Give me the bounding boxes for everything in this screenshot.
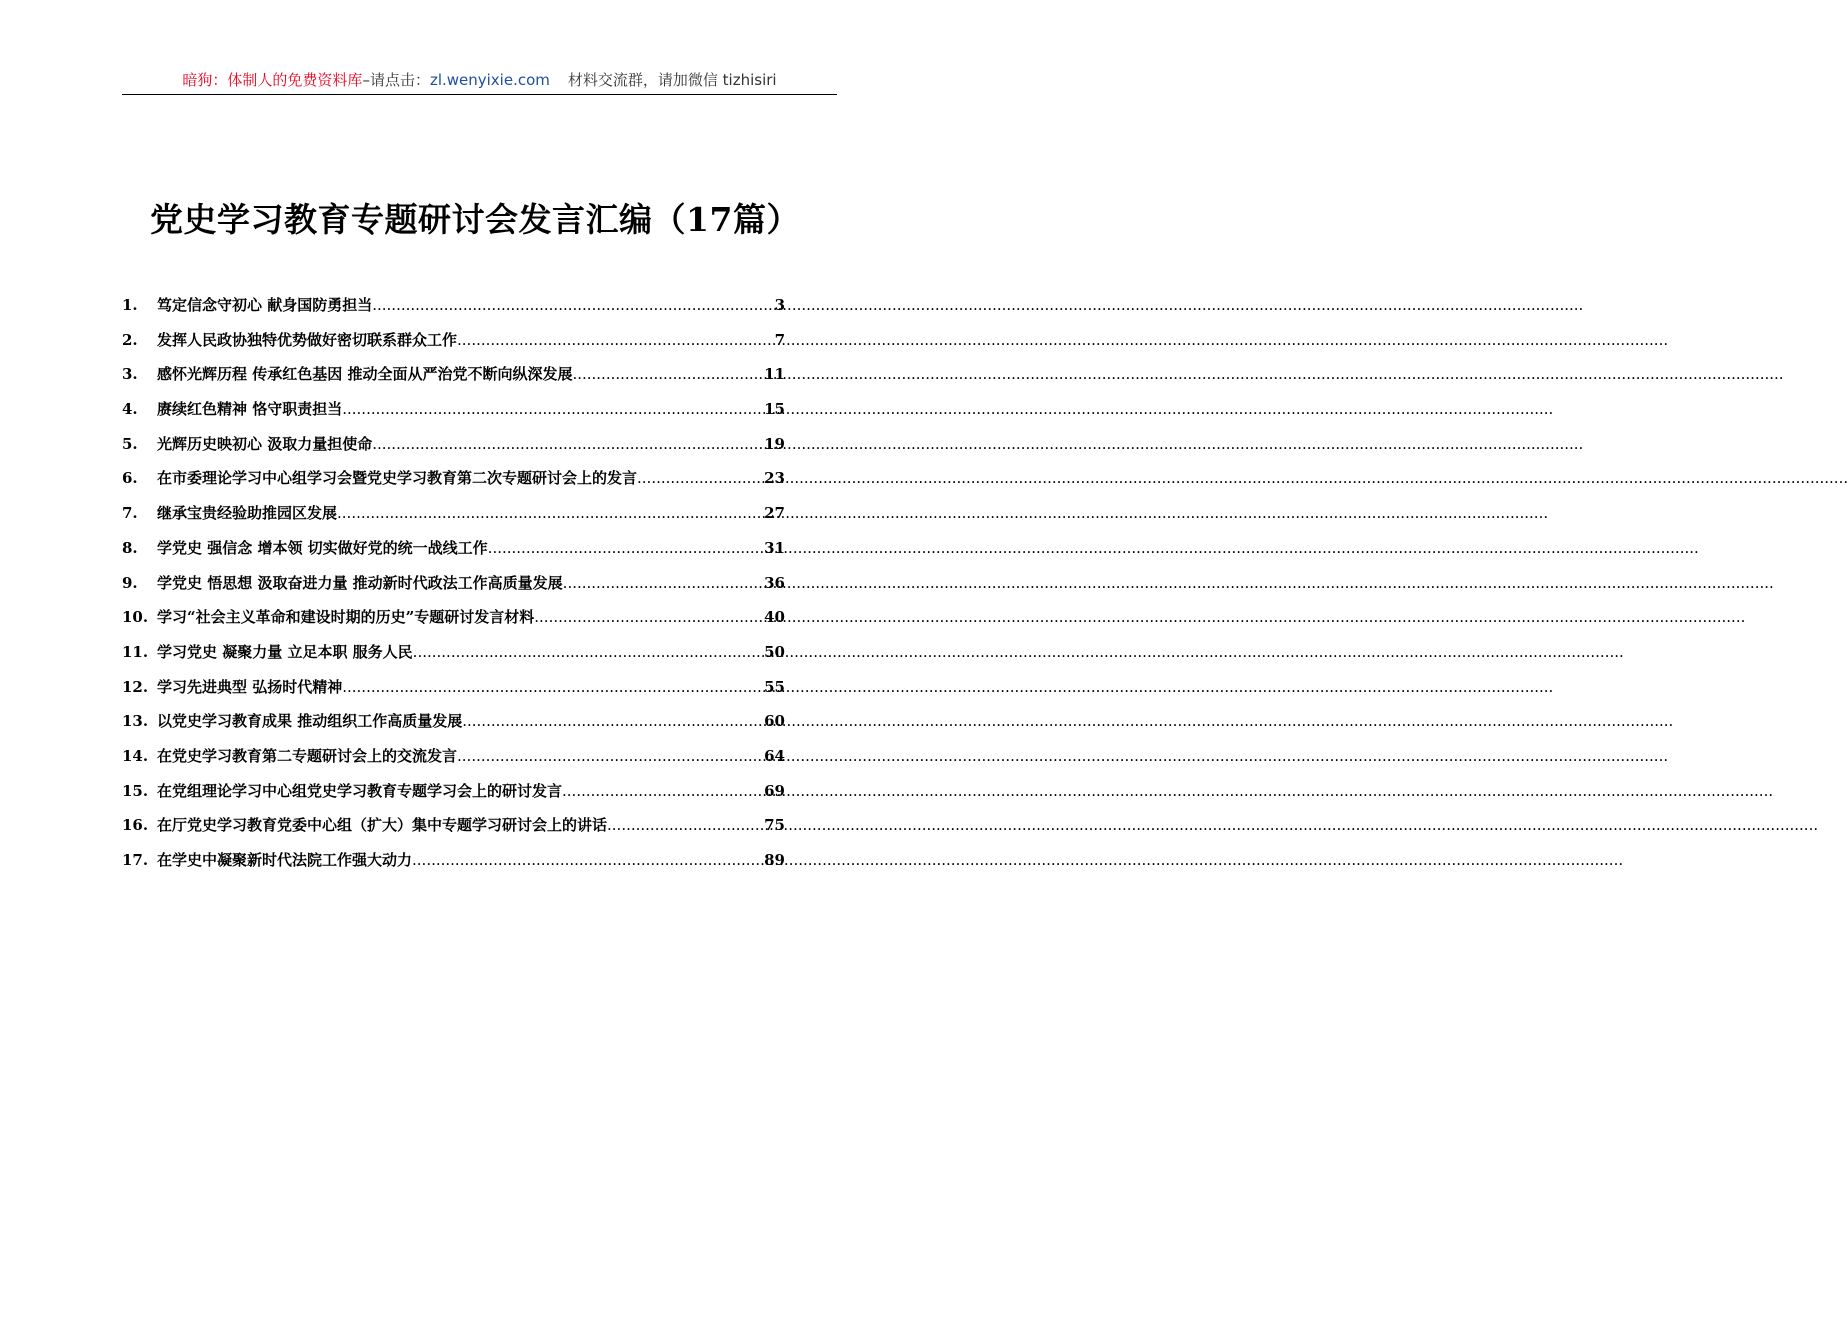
toc-dot-leader: [462, 712, 764, 730]
toc-dot-leader: [457, 747, 764, 765]
toc-entry[interactable]: [122, 502, 785, 537]
toc-dot-leader: [342, 678, 764, 696]
toc-entry[interactable]: [122, 849, 785, 884]
toc-entry-number: 16.: [122, 816, 149, 835]
toc-dot-leader: [372, 435, 764, 453]
toc-entry-page: 60: [764, 712, 785, 731]
toc-dot-leader: [562, 782, 764, 800]
toc-dot-leader: [337, 504, 764, 522]
toc-entry-title: 继承宝贵经验助推园区发展: [157, 504, 338, 523]
toc-entry-number: 14.: [122, 746, 149, 765]
toc-entry-page: 69: [764, 781, 785, 800]
toc-dot-leader: [488, 539, 764, 557]
toc-entry-title: 感怀光辉历程 传承红色基因 推动全面从严治党不断向纵深发展: [157, 365, 573, 384]
toc-dot-leader: [342, 400, 764, 418]
toc-entry[interactable]: [122, 606, 785, 641]
toc-entry[interactable]: [122, 363, 785, 398]
toc-entry-title: 以党史学习教育成果 推动组织工作高质量发展: [157, 712, 463, 731]
toc-entry-number: 17.: [122, 851, 149, 869]
toc-entry-number: 8.: [122, 538, 138, 557]
toc-dot-leader: [563, 574, 764, 592]
toc-entry-title: 学习先进典型 弘扬时代精神: [157, 677, 343, 696]
toc-entry-page: 7: [774, 330, 785, 349]
toc-entry-number: 7.: [122, 504, 138, 523]
toc-entry[interactable]: [122, 294, 785, 329]
toc-entry-page: 11: [764, 365, 785, 384]
toc-entry-number: 9.: [122, 573, 138, 592]
table-of-contents: [122, 294, 785, 884]
toc-dot-leader: [413, 643, 764, 661]
toc-entry-title: 在党组理论学习中心组党史学习教育专题学习会上的研讨发言: [157, 781, 563, 800]
toc-entry-number: 12.: [122, 677, 149, 696]
header-prompt: –请点击：: [362, 71, 430, 89]
toc-entry-title: 在党史学习教育第二专题研讨会上的交流发言: [157, 746, 458, 765]
toc-dot-leader: [572, 365, 764, 383]
toc-entry-number: 5.: [122, 434, 138, 453]
toc-entry-page: 23: [764, 469, 785, 488]
toc-entry-page: 64: [764, 746, 785, 765]
toc-entry-page: 89: [764, 851, 785, 869]
toc-entry-title: 学党史 悟思想 汲取奋进力量 推动新时代政法工作高质量发展: [157, 573, 563, 592]
toc-entry-number: 1.: [122, 296, 138, 314]
toc-entry-number: 6.: [122, 469, 138, 488]
toc-entry-number: 10.: [122, 608, 149, 627]
toc-entry-number: 2.: [122, 330, 138, 349]
toc-entry-number: 11.: [122, 642, 149, 661]
page-header: [122, 68, 837, 95]
toc-entry[interactable]: [122, 676, 785, 711]
toc-entry-number: 13.: [122, 712, 149, 731]
toc-dot-leader: [457, 331, 775, 349]
toc-entry-title: 学党史 强信念 增本领 切实做好党的统一战线工作: [157, 538, 488, 557]
toc-entry-title: 在厅党史学习教育党委中心组（扩大）集中专题学习研讨会上的讲话: [157, 816, 608, 835]
header-brand: 暗狗：体制人的免费资料库: [182, 71, 363, 89]
toc-entry-number: 3.: [122, 365, 138, 384]
toc-dot-leader: [412, 851, 764, 869]
toc-dot-leader: [372, 296, 774, 314]
toc-entry[interactable]: [122, 814, 785, 849]
toc-dot-leader: [607, 816, 764, 834]
toc-entry-page: 27: [764, 504, 785, 523]
toc-entry-page: 19: [764, 434, 785, 453]
toc-entry-page: 36: [764, 573, 785, 592]
toc-entry-page: 50: [764, 642, 785, 661]
toc-entry[interactable]: [122, 745, 785, 780]
toc-entry-title: 学习“社会主义革命和建设时期的历史”专题研讨发言材料: [157, 608, 535, 627]
toc-entry[interactable]: [122, 398, 785, 433]
toc-entry[interactable]: [122, 329, 785, 364]
toc-entry[interactable]: [122, 433, 785, 468]
toc-entry[interactable]: [122, 780, 785, 815]
toc-entry-number: 4.: [122, 400, 138, 419]
toc-entry-title: 在市委理论学习中心组学习会暨党史学习教育第二次专题研讨会上的发言: [157, 469, 638, 488]
toc-dot-leader: [637, 469, 764, 487]
toc-entry-title: 赓续红色精神 恪守职责担当: [157, 400, 343, 419]
toc-entry-page: 55: [764, 677, 785, 696]
toc-entry-title: 发挥人民政协独特优势做好密切联系群众工作: [157, 330, 458, 349]
header-contact: 材料交流群，请加微信 tizhisiri: [567, 71, 777, 89]
toc-entry[interactable]: [122, 537, 785, 572]
toc-entry-title: 笃定信念守初心 献身国防勇担当: [157, 296, 373, 314]
toc-entry-page: 15: [764, 400, 785, 419]
toc-entry[interactable]: [122, 641, 785, 676]
toc-dot-leader: [534, 608, 764, 626]
toc-entry[interactable]: [122, 467, 785, 502]
toc-entry-title: 在学史中凝聚新时代法院工作强大动力: [157, 851, 413, 869]
toc-entry-page: 40: [764, 608, 785, 627]
toc-entry[interactable]: [122, 710, 785, 745]
toc-entry-page: 75: [764, 816, 785, 835]
document-title: 党史学习教育专题研讨会发言汇编（17篇）: [150, 200, 800, 239]
toc-entry-page: 31: [764, 538, 785, 557]
header-url-link[interactable]: zl.wenyixie.com: [429, 71, 550, 89]
toc-entry-number: 15.: [122, 781, 149, 800]
toc-entry[interactable]: [122, 572, 785, 607]
toc-entry-page: 3: [774, 296, 785, 314]
toc-entry-title: 光辉历史映初心 汲取力量担使命: [157, 434, 373, 453]
toc-entry-title: 学习党史 凝聚力量 立足本职 服务人民: [157, 642, 413, 661]
